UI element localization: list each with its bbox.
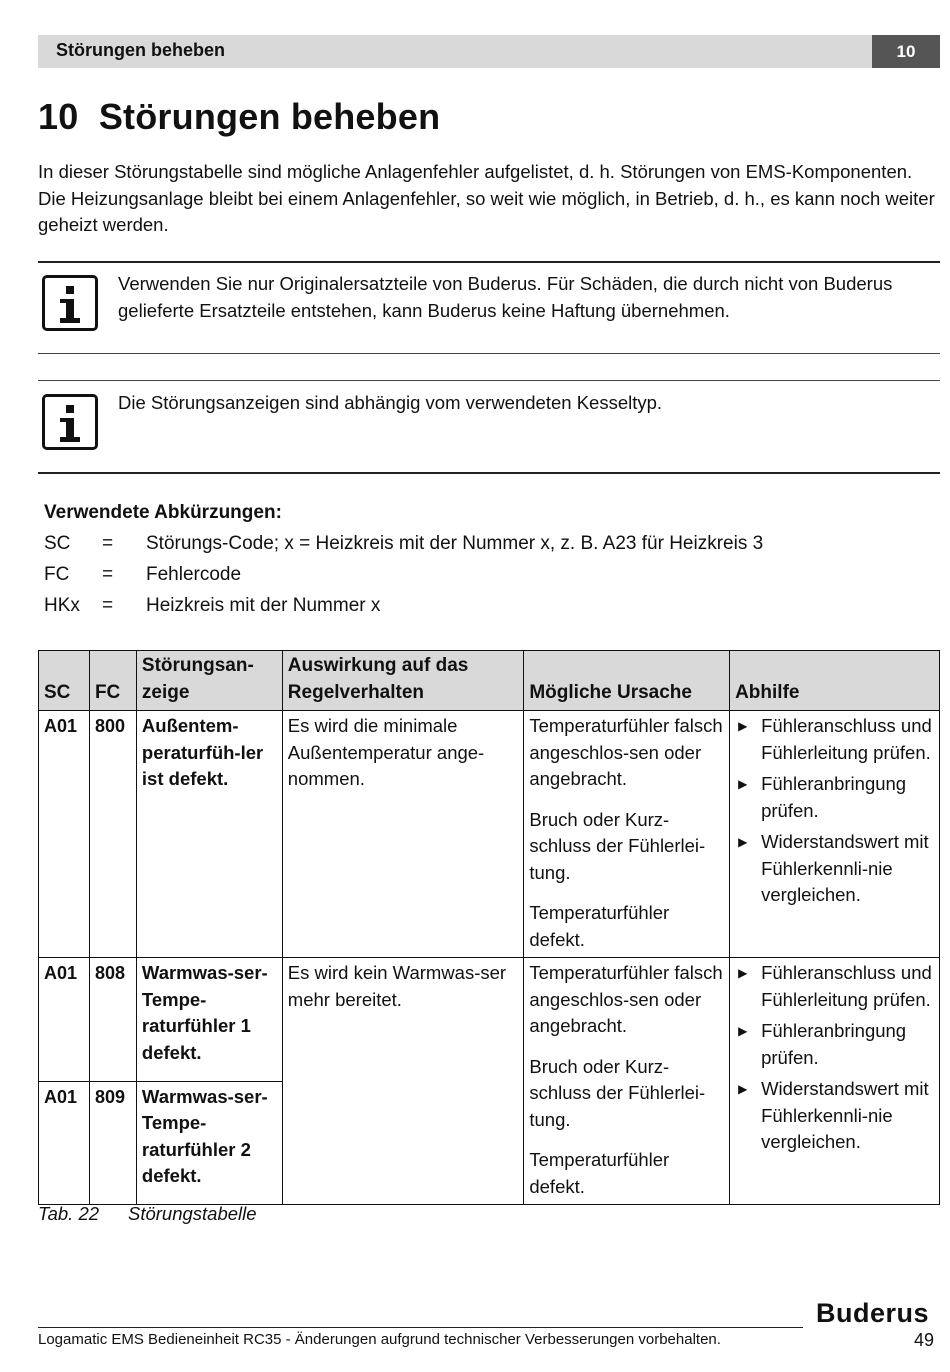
cell-sc: A01	[39, 1081, 90, 1205]
cell-sc: A01	[39, 958, 90, 1082]
page-number: 49	[914, 1330, 935, 1350]
fix-item: ▶ Fühleranbringung prüfen.	[735, 771, 934, 824]
abbreviation-row	[44, 595, 924, 621]
table-row	[39, 711, 940, 958]
buderus-logo: Buderus	[816, 1298, 930, 1328]
abbreviation-key: FC	[44, 564, 70, 585]
running-header-title: Störungen beheben	[56, 40, 226, 60]
cause-item: Bruch oder Kurz-schluss der Fühlerlei-tung.	[529, 1055, 706, 1130]
table-caption	[38, 1203, 257, 1225]
fix-item: ▶ Fühleranbringung prüfen.	[735, 1018, 934, 1071]
intro-paragraph: In dieser Störungstabelle sind mögliche Anlagenfehler aufgelistet, d. h. Störungen von EMS-Komponenten. Die Heizungsanlage bleibt bei einem Anlagenfehler, so weit wie möglich, in Betrieb, d. h., es kann noch weiter geheizt werden.	[38, 161, 935, 235]
notice-text: Die Störungsanzeigen sind abhängig vom verwendeten Kesseltyp.	[118, 392, 663, 413]
page-title: 10 Störungen beheben	[38, 96, 441, 137]
notice-divider	[38, 380, 940, 381]
fix-item: ▶ Fühleranschluss und Fühlerleitung prüfen.	[735, 960, 934, 1013]
cause-item: Temperaturfühler defekt.	[529, 902, 670, 950]
fix-item: ▶ Widerstandswert mit Fühlerkennli-nie vergleichen.	[735, 1076, 934, 1156]
abbreviation-value: Heizkreis mit der Nummer x	[146, 595, 381, 616]
cause-item: Temperaturfühler falsch angeschlos-sen oder angebracht.	[529, 962, 723, 1036]
abbreviation-equals: =	[102, 533, 114, 554]
fix-item: ▶ Widerstandswert mit Fühlerkennli-nie vergleichen.	[735, 829, 934, 909]
table-row	[39, 958, 940, 1082]
footer-divider	[38, 1327, 803, 1328]
cell-effect: Es wird die minimale Außentemperatur ange-nommen.	[282, 711, 524, 958]
abbreviation-row	[44, 533, 924, 559]
info-icon	[42, 394, 98, 450]
column-header-cause: Mögliche Ursache	[524, 651, 730, 711]
abbreviation-key: SC	[44, 533, 71, 554]
abbreviation-key: HKx	[44, 595, 80, 616]
cell-fc: 800	[89, 711, 136, 958]
abbreviation-value: Störungs-Code; x = Heizkreis mit der Nummer x, z. B. A23 für Heizkreis 3	[146, 533, 764, 554]
column-header-display: Störungsan-zeige	[136, 651, 282, 711]
cause-item: Temperaturfühler defekt.	[529, 1149, 670, 1197]
cause-item: Bruch oder Kurz-schluss der Fühlerlei-tung.	[529, 808, 706, 883]
abbreviation-equals: =	[102, 595, 114, 616]
notice-divider	[38, 261, 940, 263]
column-header-fc: FC	[89, 651, 136, 711]
notice-text: Verwenden Sie nur Originalersatzteile von Buderus. Für Schäden, die durch nicht von Buderus gelieferte Ersatzteile entstehen, kann Buderus keine Haftung übernehmen.	[118, 273, 893, 321]
abbreviations-heading: Verwendete Abkürzungen:	[44, 502, 282, 523]
abbreviation-equals: =	[102, 564, 114, 585]
cell-display: Außentem-peraturfüh-ler ist defekt.	[136, 711, 282, 958]
cell-sc: A01	[39, 711, 90, 958]
table-header-row	[39, 651, 940, 711]
cell-effect: Es wird kein Warmwas-ser mehr bereitet.	[282, 958, 524, 1205]
footer-text: Logamatic EMS Bedieneinheit RC35 - Änderungen aufgrund technischer Verbesserungen vorbehalten.	[38, 1331, 721, 1348]
fix-item: ▶ Fühleranschluss und Fühlerleitung prüfen.	[735, 713, 934, 766]
info-icon	[42, 275, 98, 331]
cell-fix	[730, 958, 940, 1205]
cell-fc: 808	[89, 958, 136, 1082]
column-header-sc: SC	[39, 651, 90, 711]
cause-item: Temperaturfühler falsch angeschlos-sen oder angebracht.	[529, 715, 723, 789]
notice-divider	[38, 472, 940, 474]
chapter-number-badge: 10	[872, 35, 940, 68]
table-caption-label: Tab. 22	[38, 1203, 100, 1224]
cell-display: Warmwas-ser-Tempe-raturfühler 2 defekt.	[136, 1081, 282, 1205]
cell-cause	[524, 711, 730, 958]
cell-display: Warmwas-ser-Tempe-raturfühler 1 defekt.	[136, 958, 282, 1082]
cell-cause	[524, 958, 730, 1205]
column-header-fix: Abhilfe	[730, 651, 940, 711]
cell-fc: 809	[89, 1081, 136, 1205]
table-caption-text: Störungstabelle	[128, 1203, 257, 1224]
abbreviation-row	[44, 564, 924, 590]
notice-divider	[38, 353, 940, 354]
fault-table	[38, 650, 940, 1205]
abbreviation-value: Fehlercode	[146, 564, 242, 585]
column-header-effect: Auswirkung auf das Regelverhalten	[282, 651, 524, 711]
cell-fix	[730, 711, 940, 958]
